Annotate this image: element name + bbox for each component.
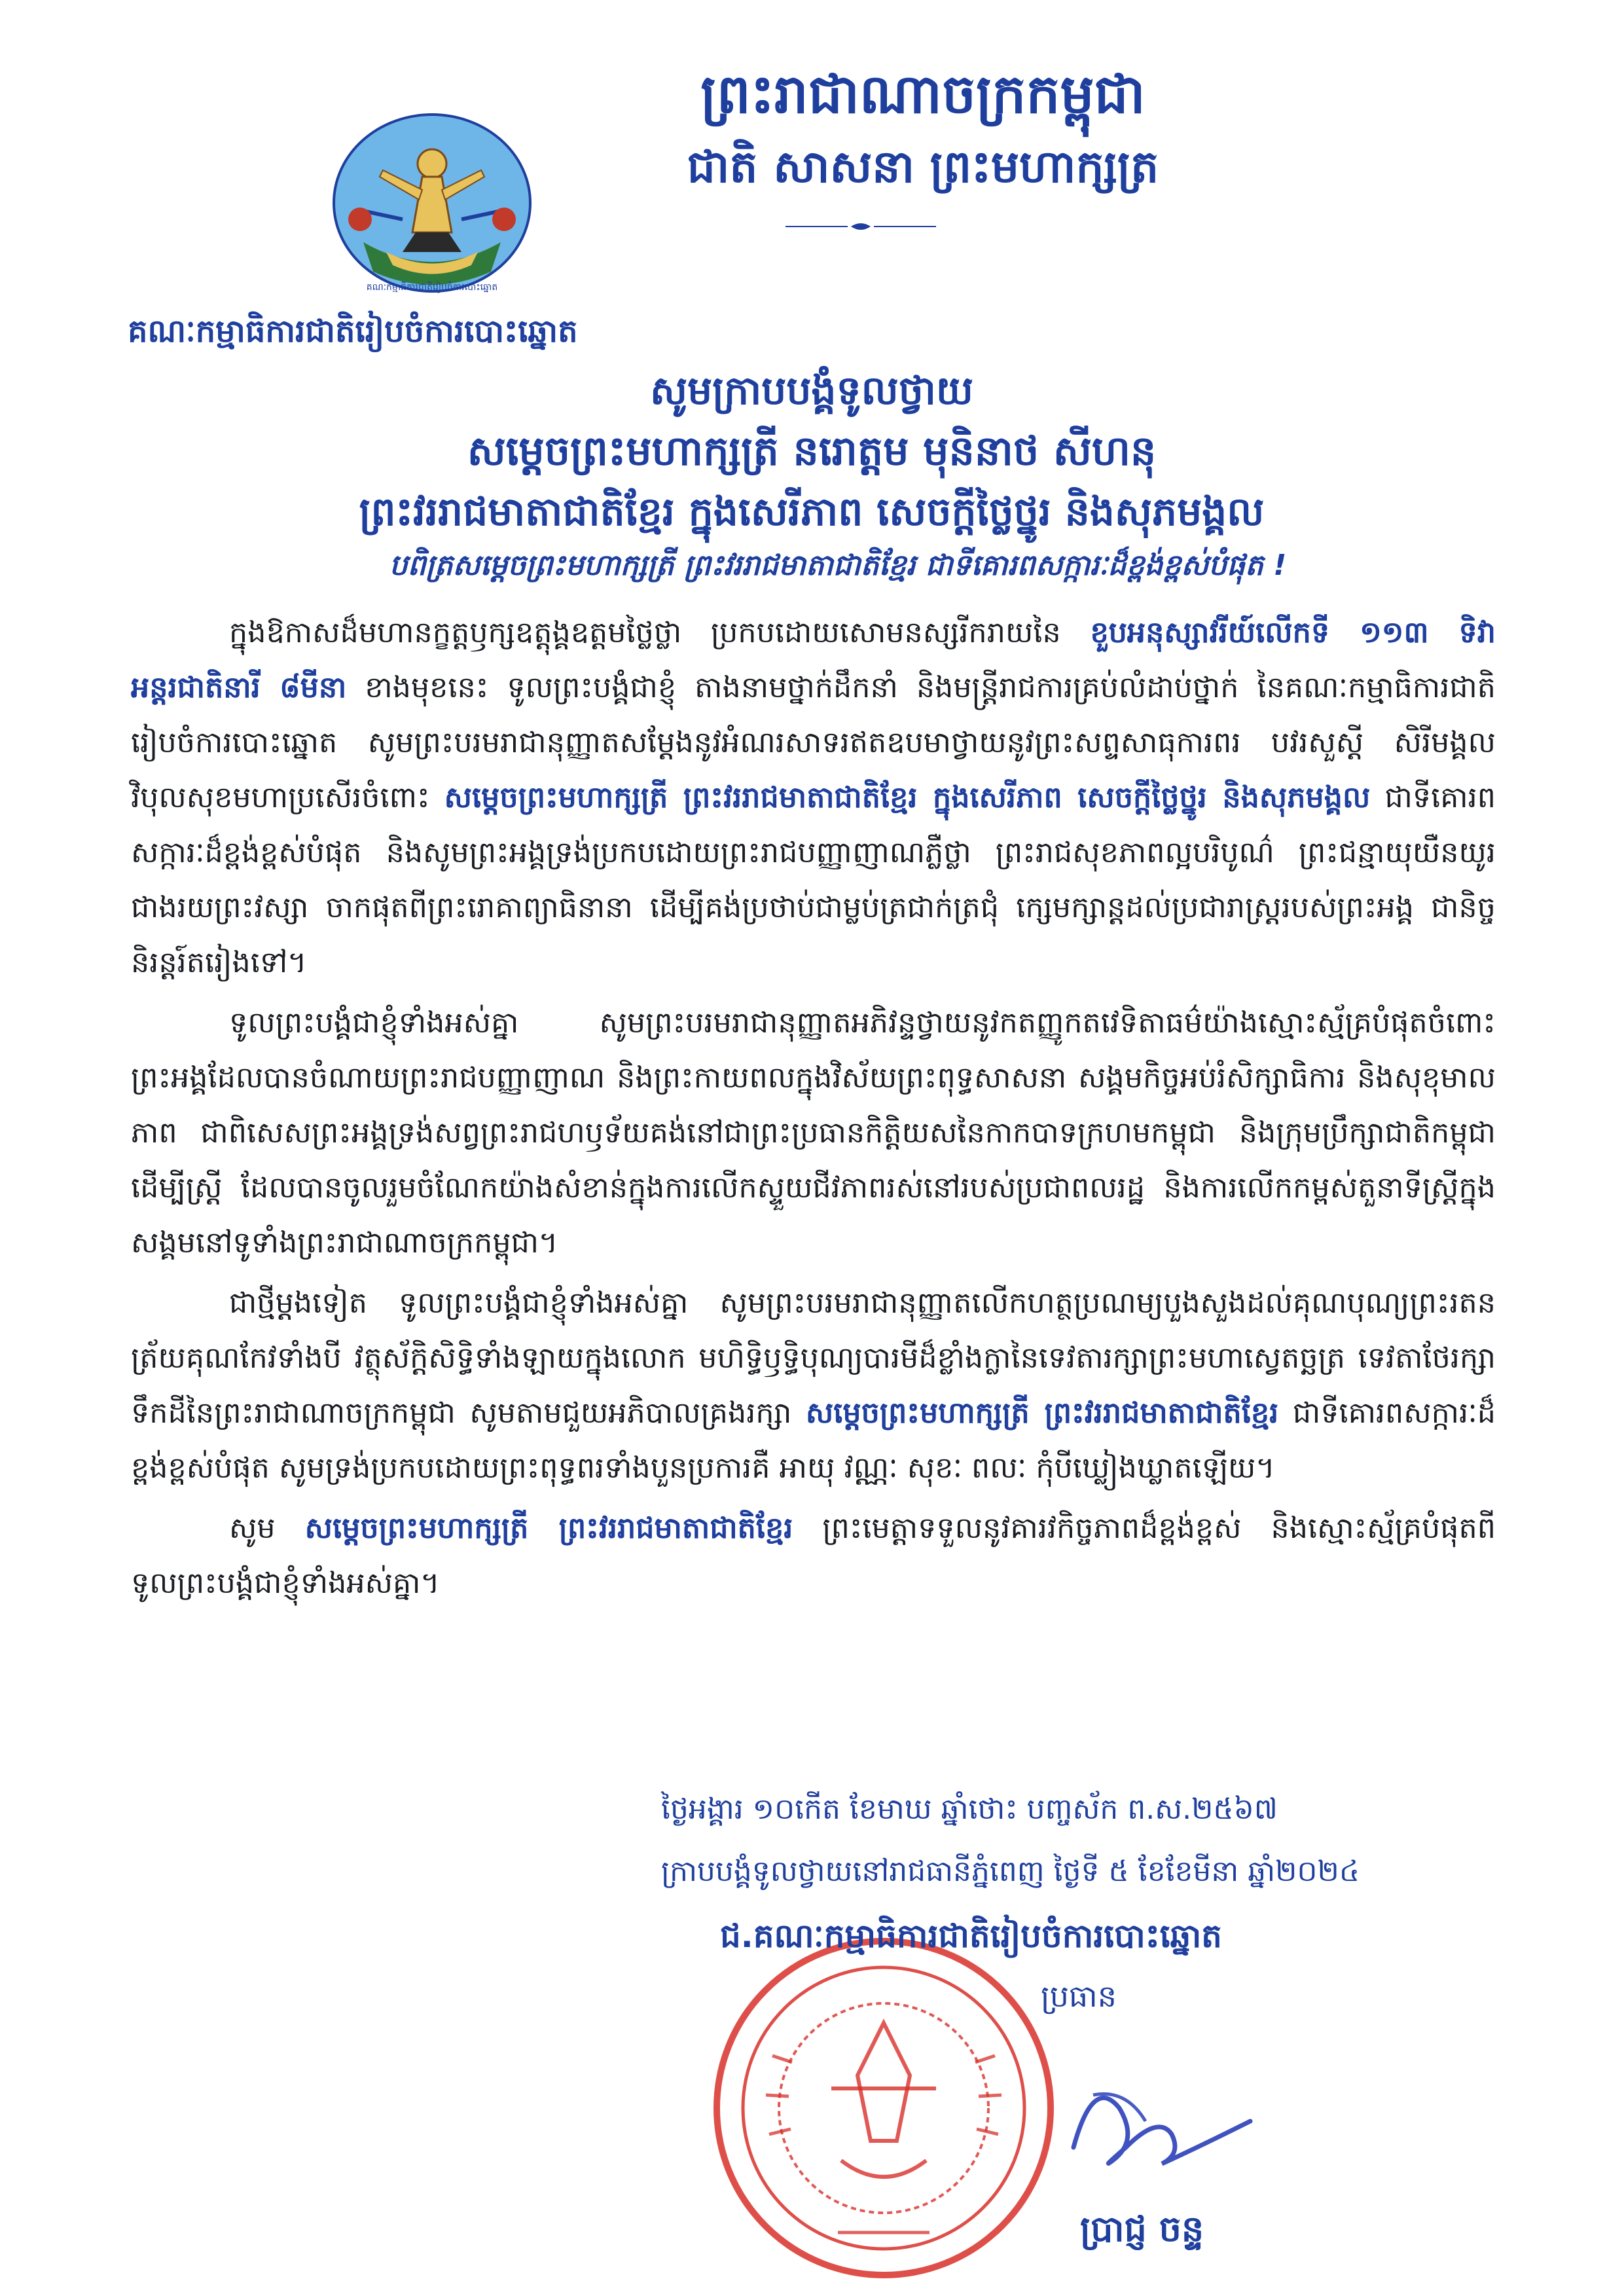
official-seal-stamp: [700, 1925, 1067, 2291]
address-recipient-name: សម្តេចព្រះមហាក្សត្រី នរោត្តម មុនិនាថ សីហនុ: [467, 427, 1157, 475]
signatory-title: ប្រធាន: [1041, 1978, 1117, 2014]
signatory-name: ប្រាជ្ញ ចន្ទ: [1080, 2208, 1204, 2250]
lunar-date: ថ្ងៃអង្គារ ១០កើត ខែមាឃ ឆ្នាំថោះ បញ្ចស័ក ព.ស.២៥៦៧: [661, 1793, 1278, 1826]
paragraph-3: ជាថ្មីម្តងទៀត ទូលព្រះបង្គំជាខ្ញុំទាំងអស់គ្នា សូមព្រះបរមរាជានុញ្ញាតលើកហត្ថប្រណម្យបួងសួងដល់គុណបុណ្យព្រះរតនត្រ័យគុណកែវទាំងបី វត្ថុស័ក្តិសិទ្ធិទាំងឡាយក្នុងលោក មហិទ្ធិឫទ្ធិបុណ្យបារមីដ៏ខ្លាំងក្លានៃទេវតារក្សាព្រះមហាស្វេតច្ឆត្រ ទេវតាថែរក្សាទឹកដីនៃព្រះរាជាណាចក្រកម្ពុជា សូមតាមជួយអភិបាលគ្រងរក្សា សម្តេចព្រះមហាក្សត្រី ព្រះវររាជមាតាជាតិខ្មែរ ជាទីគោរពសក្ការៈដ៏ខ្ពង់ខ្ពស់បំផុត សូមទ្រង់ប្រកបដោយព្រះពុទ្ធពរទាំងបួនប្រការគឺ អាយុ វណ្ណៈ សុខៈ ពលៈ កុំបីឃ្លៀងឃ្លាតឡើយ។: [131, 1286, 1496, 1485]
paragraph-2: ទូលព្រះបង្គំជាខ្ញុំទាំងអស់គ្នា សូមព្រះបរមរាជានុញ្ញាតអភិវន្ទថ្វាយនូវកតញ្ញូកតវេទិតាធម៌យ៉ាងស្មោះស្ម័គ្របំផុតចំពោះព្រះអង្គដែលបានចំណាយព្រះរាជបញ្ញាញាណ និងព្រះកាយពលក្នុងវិស័យព្រះពុទ្ធសាសនា សង្គមកិច្ចអប់រំសិក្សាធិការ និងសុខុមាលភាព ជាពិសេសព្រះអង្គទ្រង់សព្វព្រះរាជហឫទ័យគង់នៅជាព្រះប្រធានកិត្តិយសនៃកាកបាទក្រហមកម្ពុជា និងក្រុមប្រឹក្សាជាតិកម្ពុជាដើម្បីស្ត្រី ដែលបានចូលរួមចំណែកយ៉ាងសំខាន់ក្នុងការលើកស្ទួយជីវភាពរស់នៅរបស់ប្រជាពលរដ្ឋ និងការលើកកម្ពស់តួនាទីស្ត្រីក្នុងសង្គមនៅទូទាំងព្រះរាជាណាចក្រកម្ពុជា។: [131, 1006, 1496, 1260]
national-motto: ជាតិ សាសនា ព្រះមហាក្សត្រ: [687, 141, 1159, 193]
solar-date: ក្រាបបង្គំទូលថ្វាយនៅរាជធានីភ្នំពេញ ថ្ងៃទី ៥ ខែខែមីនា ឆ្នាំ២០២៤: [661, 1855, 1360, 1888]
dedication-line: បពិត្រសម្តេចព្រះមហាក្សត្រី ព្រះវររាជមាតាជាតិខ្មែរ ជាទីគោរពសក្ការៈដ៏ខ្ពង់ខ្ពស់បំផុត !: [389, 549, 1287, 582]
address-recipient-title: ព្រះវររាជមាតាជាតិខ្មែរ ក្នុងសេរីភាព សេចក្តីថ្លៃថ្នូរ និងសុភមង្គល: [359, 489, 1265, 535]
handwritten-signature: [1047, 2049, 1263, 2193]
letter-body: [131, 606, 1496, 1616]
paragraph-4: សូម សម្តេចព្រះមហាក្សត្រី ព្រះវររាជមាតាជាតិខ្មែរ ព្រះមេត្តាទទួលនូវគារវកិច្ចភាពដ៏ខ្ពង់ខ្ពស់ និងស្មោះស្ម័គ្របំផុតពីទូលព្រះបង្គំជាខ្ញុំទាំងអស់គ្នា។: [131, 1512, 1496, 1600]
kingdom-title: ព្រះរាជាណាចក្រកម្ពុជា: [700, 63, 1146, 126]
issuer-name: គណៈកម្មាធិការជាតិរៀបចំការបោះឆ្នោត: [128, 313, 578, 350]
logo-caption: គណៈកម្មាធិការជាតិរៀបចំការបោះឆ្នោត: [366, 282, 498, 293]
paragraph-1: ក្នុងឱកាសដ៏មហានក្ខត្តឫក្សឧត្តុង្គឧត្តមថ្លៃថ្លា ប្រកបដោយសោមនស្សរីករាយនៃ ខួបអនុស្សាវរីយ៍លើកទី ១១៣ ទិវាអន្តរជាតិនារី ៨មីនា ខាងមុខនេះ ទូលព្រះបង្គំជាខ្ញុំ តាងនាមថ្នាក់ដឹកនាំ និងមន្ត្រីរាជការគ្រប់លំដាប់ថ្នាក់ នៃគណៈកម្មាធិការជាតិរៀបចំការបោះឆ្នោត សូមព្រះបរមរាជានុញ្ញាតសម្តែងនូវអំណរសាទរឥតឧបមាថ្វាយនូវព្រះសព្ទសាធុការពរ បវរសួស្តី សិរីមង្គល វិបុលសុខមហាប្រសើរចំពោះ សម្តេចព្រះមហាក្សត្រី ព្រះវររាជមាតាជាតិខ្មែរ ក្នុងសេរីភាព សេចក្តីថ្លៃថ្នូរ និងសុភមង្គល ជាទីគោរពសក្ការៈដ៏ខ្ពង់ខ្ពស់បំផុត និងសូមព្រះអង្គទ្រង់ប្រកបដោយព្រះរាជបញ្ញាញាណភ្លឺថ្លា ព្រះរាជសុខភាពល្អបរិបូណ៌ ព្រះជន្មាយុយឺនយូរជាងរយព្រះវស្សា ចាកផុតពីព្រះរោគាព្យាធិនានា ដើម្បីគង់ប្រថាប់ជាម្លប់ត្រជាក់ត្រជុំ ក្សេមក្សាន្តដល់ប្រជារាស្ត្ររបស់ព្រះអង្គ ជានិច្ចនិរន្តរ៍តរៀងទៅ។: [131, 616, 1496, 979]
signatory-organization: ជ.គណៈកម្មាធិការជាតិរៀបចំការបោះឆ្នោត: [720, 1917, 1222, 1955]
address-salutation: សូមក្រាបបង្គំទូលថ្វាយ: [650, 368, 973, 414]
ornament-divider: [785, 221, 936, 232]
